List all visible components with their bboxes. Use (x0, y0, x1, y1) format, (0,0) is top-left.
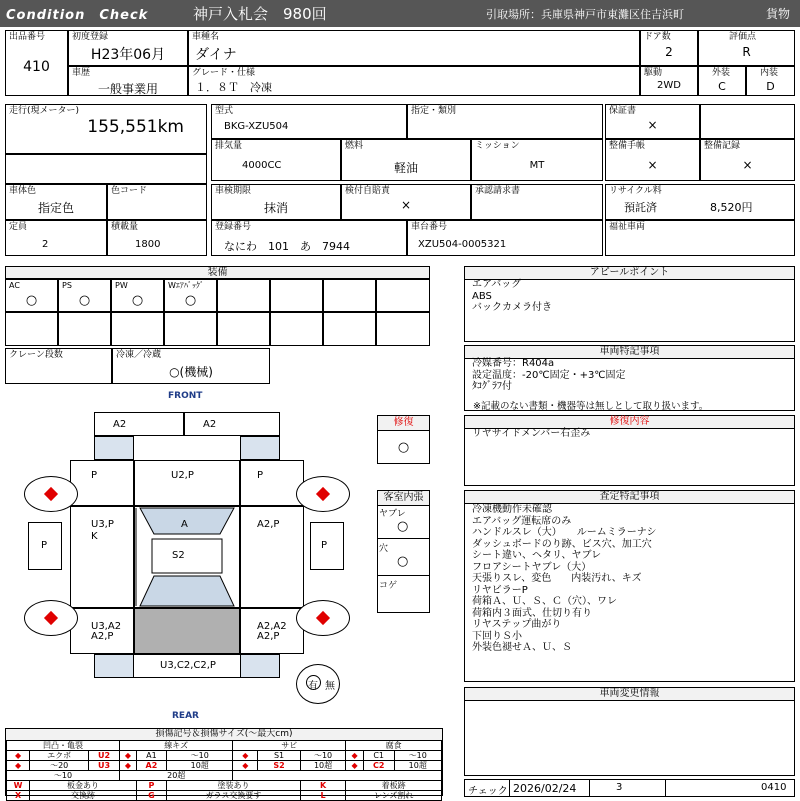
drive-box (640, 66, 698, 96)
equipment-cell (270, 312, 323, 346)
legend-diamond-icon: ◆ (7, 761, 30, 771)
first-reg: H23年06月 (90, 47, 166, 63)
diagram-left-mid (70, 506, 134, 608)
equipment-item-value: ○ (131, 293, 144, 308)
check-num1: 3 (616, 782, 623, 793)
left-mid-code: U3,P (91, 519, 114, 530)
legend-group-rust: サビ (233, 741, 346, 751)
equipment-cell (323, 312, 376, 346)
recycle-box (605, 184, 795, 220)
cabin-ana-label: 穴 (379, 544, 389, 554)
rear-right-code1: A2,A2 (257, 621, 287, 632)
load-box (107, 220, 207, 256)
assessment-line: リヤビラーP (472, 584, 528, 596)
chassis: XZU504-0005321 (418, 239, 507, 250)
legend-diamond-icon: ◆ (346, 751, 364, 761)
cabin-ana: ○ (397, 554, 409, 569)
diagram-front-right (184, 412, 280, 436)
fridge: ○(機械) (169, 365, 213, 379)
manual: × (647, 158, 658, 172)
int: D (766, 80, 775, 93)
chassis-box (407, 220, 603, 256)
check-date: 2026/02/24 (513, 782, 577, 795)
legend-key: W (7, 781, 30, 791)
capacity: 2 (42, 239, 49, 250)
diagram-door-left (70, 460, 134, 506)
special-note: ※記載のない書類・機器等は無しとして取り扱います。 (473, 401, 709, 412)
doors-label: ドア数 (644, 32, 671, 42)
assessment-line: ハンドルスレ（大） ルームミラーナシ (472, 527, 657, 538)
fuel-box (341, 139, 471, 181)
assessment-title: 査定特記事項 (465, 491, 794, 504)
legend-desc: 交換跡 (30, 791, 137, 801)
crane-box (5, 348, 112, 384)
seat-code: S2 (172, 550, 185, 561)
special-line: ﾀｺｸﾞﾗﾌ付 (472, 381, 512, 392)
equipment-cell (376, 278, 430, 312)
drive-label: 駆動 (644, 68, 663, 78)
legend-cell: 10超 (300, 761, 345, 771)
legend-cell: U2 (89, 751, 120, 761)
assessment-line: 天張りスレ、変色 内装汚れ、キズ (472, 573, 642, 584)
diagram-rear-center (134, 608, 240, 654)
appeal-line: ABS (472, 290, 492, 302)
legend-diamond-icon: ◆ (346, 761, 364, 771)
legend-diamond-icon: ◆ (119, 761, 136, 771)
equipment-cell (323, 278, 376, 312)
equipment-cell (164, 312, 217, 346)
equipment-cell (111, 312, 164, 346)
side-left-code: P (41, 540, 48, 551)
legend-cell: S2 (258, 761, 301, 771)
load: 1800 (135, 239, 161, 250)
equipment-cell (5, 278, 58, 312)
recycle-status: 預託済 (624, 201, 657, 214)
diagram-side-left (28, 522, 62, 570)
mileage: 155,551km (87, 117, 184, 137)
repair-box (377, 415, 430, 464)
color-label: 車体色 (9, 186, 37, 196)
repair-value: ○ (397, 440, 410, 455)
ext-label: 外装 (712, 68, 731, 78)
legend-cell: A1 (136, 751, 166, 761)
first-reg-box (68, 30, 188, 66)
welfare-box (605, 220, 795, 256)
equipment-cell (217, 312, 270, 346)
legend-key: L (300, 791, 345, 801)
assessment-line: 下回りＳ小 (472, 630, 522, 642)
legend-cell: 10超 (394, 761, 441, 771)
front-left-mirror (94, 436, 134, 460)
type-box (211, 104, 407, 139)
mileage-label: 走行(現メーター) (9, 106, 80, 116)
grade: １．８Ｔ 冷凍 (195, 81, 272, 94)
legend-desc: 塗装あり (166, 781, 300, 791)
appeal-line: バックカメラ付き (472, 302, 552, 313)
special-title: 車両特記事項 (465, 346, 794, 359)
legend-group-corrosion: 腐食 (346, 741, 442, 751)
legend-key: K (300, 781, 345, 791)
cabin-koge-label: コゲ (379, 581, 398, 591)
appeal-title: アピールポイント (465, 267, 794, 280)
equipment-cell (58, 312, 111, 346)
plate-box (211, 220, 407, 256)
chassis-label: 車台番号 (411, 222, 448, 232)
model-label: 車種名 (192, 32, 220, 42)
lot-number-box (5, 30, 68, 96)
check-num2: 0410 (761, 782, 787, 793)
rear-left-code1: U3,A2 (91, 621, 122, 632)
header-bar (0, 0, 800, 27)
legend-cell: 〜10 (300, 751, 345, 761)
assessment-line: 荷箱Ａ、Ｕ、Ｓ、Ｃ（穴）、ワレ (472, 596, 617, 607)
side-right-code: P (321, 540, 328, 551)
approval-box (471, 184, 603, 220)
left-mid-code2: K (91, 531, 98, 542)
special-lines (472, 358, 626, 393)
diagram-rear-right (240, 608, 304, 654)
front-right-mirror (240, 436, 280, 460)
fuel-label: 燃料 (345, 141, 364, 151)
assessment-panel (464, 490, 795, 682)
capacity-box (5, 220, 107, 256)
special-line: 設定温度：-20℃固定・+3℃固定 (472, 369, 626, 381)
legend-cell: C2 (363, 761, 394, 771)
cabin-box (377, 490, 430, 613)
lot-number-label: 出品番号 (9, 32, 46, 42)
legend-diamond-icon: ◆ (7, 751, 30, 761)
special-panel (464, 345, 795, 411)
type-label: 型式 (215, 106, 234, 116)
assessment-line: 荷箱内３面式、仕切り有り (472, 607, 592, 619)
damage-marker-icon (316, 487, 330, 501)
front-left-code: A2 (113, 419, 127, 430)
brand-title: Condition Check (6, 8, 149, 23)
int-box (746, 66, 795, 96)
self-ins-label: 検付自賠責 (345, 186, 391, 196)
damage-marker-icon (316, 611, 330, 625)
equipment-cell (111, 278, 164, 312)
legend-diamond-icon: ◆ (119, 751, 136, 761)
legend-desc: 着板跡 (346, 781, 442, 791)
inspection: 抹消 (263, 201, 288, 215)
int-label: 内装 (760, 68, 779, 78)
displacement: 4000CC (242, 160, 282, 171)
legend-cell: 〜20 (30, 761, 89, 771)
cabin-title: 客室内張 (378, 491, 429, 506)
warranty: × (647, 118, 658, 132)
legend-cell: 20超 (119, 771, 232, 781)
record: × (742, 158, 753, 172)
record-box (700, 139, 795, 181)
first-reg-label: 初度登録 (72, 32, 109, 42)
cabin-yabure: ○ (397, 519, 409, 534)
equipment-cell (270, 278, 323, 312)
assessment-line: リヤステップ曲がり (472, 619, 562, 630)
diagram-side-right (310, 522, 344, 570)
legend-cell: U3 (89, 761, 120, 771)
check-footer (464, 779, 795, 797)
assessment-lines (472, 504, 657, 654)
legend-group-scratch: 線キズ (119, 741, 232, 751)
damage-marker-icon (44, 611, 58, 625)
inspection-label: 車検期限 (215, 186, 252, 196)
check-label: チェック (468, 786, 508, 797)
diagram-door-right (240, 460, 304, 506)
wheel-rear-right (296, 600, 350, 636)
assessment-line: 外装色褪せＡ、Ｕ、Ｓ (472, 642, 572, 653)
equipment-cell (5, 312, 58, 346)
doors: 2 (665, 45, 673, 59)
equipment-item-label: PW (115, 281, 128, 290)
repair-content-title: 修復内容 (465, 416, 794, 429)
model-box (188, 30, 640, 66)
self-ins: × (400, 198, 412, 212)
front-label: FRONT (168, 391, 203, 401)
wheel-rear-left (24, 600, 78, 636)
diagram-front-left (94, 412, 184, 436)
rating-box (698, 30, 795, 66)
special-line: 冷媒番号：R404a (472, 358, 555, 369)
change-title: 車両変更情報 (465, 688, 794, 701)
legend-diamond-icon: ◆ (233, 761, 258, 771)
legend-key: P (136, 781, 166, 791)
auction-name: 神戸入札会 980回 (193, 5, 327, 23)
approval-label: 承認請求書 (475, 186, 521, 196)
ext-box (698, 66, 746, 96)
equipment-title: 装備 (6, 267, 429, 280)
assessment-line: 冷凍機動作未確認 (472, 504, 552, 515)
legend-cell: 〜10 (166, 751, 232, 761)
diagram-rear-left (70, 608, 134, 654)
legend-key: G (136, 791, 166, 801)
displacement-label: 排気量 (215, 141, 243, 151)
fridge-label: 冷凍／冷蔵 (116, 350, 162, 360)
legend-diamond-icon: ◆ (233, 751, 258, 761)
wheel-front-left (24, 476, 78, 512)
appeal-panel (464, 266, 795, 342)
history-label: 車歴 (72, 68, 91, 78)
pickup-location: 引取場所：兵庫県神戸市東灘区住吉浜町 (486, 8, 684, 21)
record-label: 整備記録 (704, 141, 741, 151)
mileage-extra-box (5, 154, 207, 184)
equipment-item-label: AC (9, 281, 20, 290)
legend-key: X (7, 791, 30, 801)
legend-table (6, 740, 442, 801)
appeal-lines (472, 279, 552, 314)
appeal-line: エアバッグ (472, 279, 522, 290)
rear-window (140, 576, 234, 606)
equipment-item-value: ○ (184, 293, 197, 308)
equipment-cell (376, 312, 430, 346)
legend-cell: 〜10 (394, 751, 441, 761)
equipment-cell (58, 278, 111, 312)
equipment-cell (164, 278, 217, 312)
type: BKG-XZU504 (224, 121, 289, 132)
recycle-amount: 8,520円 (710, 201, 753, 214)
color-code-box (107, 184, 207, 220)
legend-cell: 〜10 (7, 771, 120, 781)
drive: 2WD (657, 80, 681, 91)
roof-code: U2,P (171, 470, 194, 481)
plate-label: 登録番号 (215, 222, 252, 232)
legend-group-dent: 凹凸・亀裂 (7, 741, 120, 751)
load-label: 積載量 (111, 222, 139, 232)
designation-label: 指定・類別 (411, 106, 457, 116)
rear-right-code2: A2,P (257, 631, 280, 642)
diagram-bottom (94, 654, 280, 678)
displacement-box (211, 139, 341, 181)
equipment-item-value: ○ (78, 293, 91, 308)
mission-label: ミッション (475, 141, 520, 151)
warranty-label: 保証書 (609, 106, 637, 116)
spare-no: 無 (325, 681, 335, 692)
diagram-roof (134, 460, 240, 506)
bottom-code: U3,C2,C2,P (160, 660, 216, 671)
fuel: 軽油 (393, 161, 418, 175)
assessment-line: シート違い、ヘタリ、ヤブレ (472, 550, 602, 561)
repair-line: リヤサイドメンバー右歪み (472, 428, 591, 439)
mileage-box (5, 104, 207, 154)
equipment-item-label: PS (62, 281, 72, 290)
equipment-item-label: Wｴｱﾊﾞｯｸﾞ (168, 281, 204, 290)
fridge-box (112, 348, 270, 384)
grade-label: グレード・仕様 (192, 68, 256, 78)
lot-number: 410 (23, 59, 50, 75)
inspection-box (211, 184, 341, 220)
spare-yes: 有 (308, 681, 318, 692)
legend-desc: ガラス交換要す (166, 791, 300, 801)
equipment-cell (217, 278, 270, 312)
repair-label: 修復 (378, 416, 429, 431)
legend-cell: C1 (363, 751, 394, 761)
warranty-extra-box (700, 104, 795, 139)
legend-cell: S1 (258, 751, 301, 761)
crane-label: クレーン段数 (9, 350, 63, 360)
diagram-right-mid (240, 506, 304, 608)
wheel-front-right (296, 476, 350, 512)
welfare-label: 福祉車両 (609, 222, 646, 232)
mission-box (471, 139, 603, 181)
legend-desc: 板金あり (30, 781, 137, 791)
mission: MT (529, 160, 545, 171)
repair-lines (472, 428, 590, 440)
door-left-code: P (91, 470, 98, 481)
grade-box (188, 66, 640, 96)
change-panel (464, 687, 795, 776)
history-box (68, 66, 188, 96)
history: 一般事業用 (97, 82, 158, 96)
spare-yes-circle-icon (306, 675, 321, 690)
repair-content-panel (464, 415, 795, 486)
right-mid-code: A2,P (257, 519, 280, 530)
model-name: ダイナ (195, 47, 237, 63)
warranty-box (605, 104, 700, 139)
color: 指定色 (37, 201, 74, 215)
manual-label: 整備手帳 (609, 141, 646, 151)
manual-box (605, 139, 700, 181)
assessment-line: ダッシュボードのり跡、ビス穴、加工穴 (472, 538, 652, 550)
plate: なにわ 101 あ 7944 (224, 240, 350, 253)
front-right-code: A2 (203, 419, 217, 430)
rear-left-code2: A2,P (91, 631, 114, 642)
capacity-label: 定員 (9, 222, 28, 232)
seat-box (152, 539, 222, 573)
vehicle-category: 貨物 (766, 7, 791, 21)
designation-box (407, 104, 603, 139)
color-code-label: 色コード (111, 186, 148, 196)
legend-title: 損傷記号＆損傷サイズ(〜最大cm) (6, 729, 442, 741)
color-box (5, 184, 107, 220)
hood-code: A (181, 519, 188, 530)
assessment-line: エアバッグ運転席のみ (472, 515, 572, 527)
recycle-label: リサイクル料 (609, 186, 662, 196)
door-right-code: P (257, 470, 264, 481)
doors-box (640, 30, 698, 66)
damage-marker-icon (44, 487, 58, 501)
rear-label: REAR (172, 711, 199, 721)
assessment-line: フロアシートヤブレ（大） (472, 561, 592, 573)
equipment-item-value: ○ (25, 293, 38, 308)
ext: C (718, 80, 726, 93)
legend-cell: A2 (136, 761, 166, 771)
legend-desc: レンズ割れ (346, 791, 442, 801)
cabin-yabure-label: ヤブレ (379, 509, 406, 519)
rating-label: 評価点 (729, 32, 757, 42)
rating: R (742, 45, 751, 59)
legend-cell: 10超 (166, 761, 232, 771)
legend-cell: エクボ (30, 751, 89, 761)
self-ins-box (341, 184, 471, 220)
